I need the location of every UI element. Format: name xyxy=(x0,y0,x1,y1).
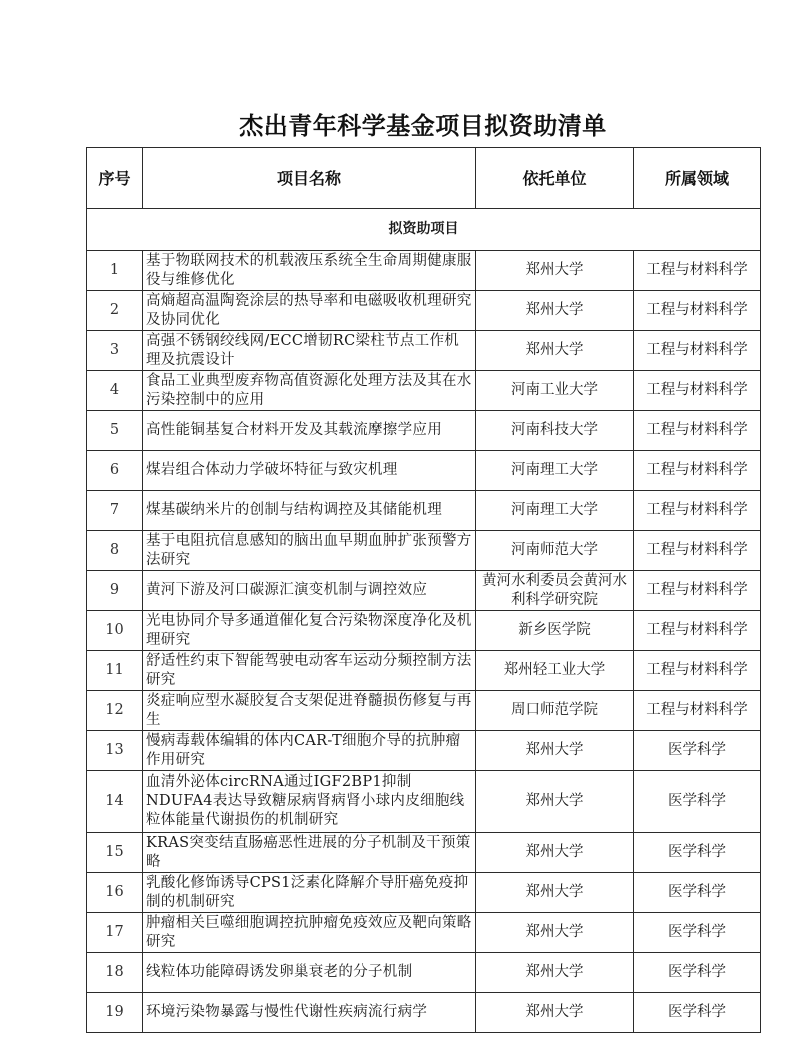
project-name: 高强不锈钢绞线网/ECC增韧RC梁柱节点工作机理及抗震设计 xyxy=(143,331,476,371)
row-number: 5 xyxy=(87,411,143,451)
host-unit: 新乡医学院 xyxy=(476,611,634,651)
row-number: 10 xyxy=(87,611,143,651)
research-field: 工程与材料科学 xyxy=(634,251,761,291)
row-number: 19 xyxy=(87,993,143,1033)
table-row xyxy=(87,651,761,691)
project-name: 乳酸化修饰诱导CPS1泛素化降解介导肝癌免疫抑制的机制研究 xyxy=(143,873,476,913)
host-unit: 河南理工大学 xyxy=(476,451,634,491)
row-number: 12 xyxy=(87,691,143,731)
research-field: 医学科学 xyxy=(634,873,761,913)
table-row xyxy=(87,291,761,331)
row-number: 6 xyxy=(87,451,143,491)
host-unit: 郑州大学 xyxy=(476,873,634,913)
row-number: 7 xyxy=(87,491,143,531)
research-field: 工程与材料科学 xyxy=(634,411,761,451)
table-row xyxy=(87,833,761,873)
project-name: 慢病毒载体编辑的体内CAR-T细胞介导的抗肿瘤作用研究 xyxy=(143,731,476,771)
row-number: 8 xyxy=(87,531,143,571)
section-row xyxy=(87,209,761,251)
table-row xyxy=(87,411,761,451)
host-unit: 郑州大学 xyxy=(476,833,634,873)
table-row xyxy=(87,571,761,611)
research-field: 工程与材料科学 xyxy=(634,451,761,491)
table-row xyxy=(87,731,761,771)
table-row xyxy=(87,331,761,371)
host-unit: 郑州大学 xyxy=(476,913,634,953)
table-row xyxy=(87,771,761,833)
host-unit: 郑州大学 xyxy=(476,953,634,993)
row-number: 9 xyxy=(87,571,143,611)
table-row xyxy=(87,691,761,731)
research-field: 医学科学 xyxy=(634,913,761,953)
research-field: 工程与材料科学 xyxy=(634,531,761,571)
row-number: 11 xyxy=(87,651,143,691)
row-number: 13 xyxy=(87,731,143,771)
table-row xyxy=(87,491,761,531)
project-name: 炎症响应型水凝胶复合支架促进脊髓损伤修复与再生 xyxy=(143,691,476,731)
host-unit: 周口师范学院 xyxy=(476,691,634,731)
row-number: 18 xyxy=(87,953,143,993)
row-number: 16 xyxy=(87,873,143,913)
table-row xyxy=(87,251,761,291)
project-name: 黄河下游及河口碳源汇演变机制与调控效应 xyxy=(143,571,476,611)
project-name: 高性能铜基复合材料开发及其载流摩擦学应用 xyxy=(143,411,476,451)
table-row xyxy=(87,371,761,411)
row-number: 15 xyxy=(87,833,143,873)
header-project-name: 项目名称 xyxy=(143,148,476,209)
row-number: 1 xyxy=(87,251,143,291)
research-field: 工程与材料科学 xyxy=(634,491,761,531)
host-unit: 河南理工大学 xyxy=(476,491,634,531)
row-number: 2 xyxy=(87,291,143,331)
row-number: 14 xyxy=(87,771,143,833)
host-unit: 郑州大学 xyxy=(476,291,634,331)
research-field: 医学科学 xyxy=(634,731,761,771)
research-field: 医学科学 xyxy=(634,993,761,1033)
host-unit: 黄河水利委员会黄河水利科学研究院 xyxy=(476,571,634,611)
table-row xyxy=(87,611,761,651)
header-no: 序号 xyxy=(87,148,143,209)
project-name: 食品工业典型废弃物高值资源化处理方法及其在水污染控制中的应用 xyxy=(143,371,476,411)
table-row xyxy=(87,953,761,993)
section-label: 拟资助项目 xyxy=(87,209,761,251)
project-name: 光电协同介导多通道催化复合污染物深度净化及机理研究 xyxy=(143,611,476,651)
row-number: 3 xyxy=(87,331,143,371)
host-unit: 河南工业大学 xyxy=(476,371,634,411)
table-row xyxy=(87,531,761,571)
project-name: 线粒体功能障碍诱发卵巢衰老的分子机制 xyxy=(143,953,476,993)
research-field: 工程与材料科学 xyxy=(634,691,761,731)
research-field: 工程与材料科学 xyxy=(634,331,761,371)
research-field: 工程与材料科学 xyxy=(634,571,761,611)
host-unit: 郑州大学 xyxy=(476,771,634,833)
host-unit: 郑州大学 xyxy=(476,731,634,771)
table-row xyxy=(87,993,761,1033)
row-number: 4 xyxy=(87,371,143,411)
host-unit: 河南师范大学 xyxy=(476,531,634,571)
research-field: 工程与材料科学 xyxy=(634,611,761,651)
header-field: 所属领域 xyxy=(634,148,761,209)
header-host-unit: 依托单位 xyxy=(476,148,634,209)
research-field: 医学科学 xyxy=(634,953,761,993)
row-number: 17 xyxy=(87,913,143,953)
project-name: 血清外泌体circRNA通过IGF2BP1抑制NDUFA4表达导致糖尿病肾病肾小球内皮细胞线粒体能量代谢损伤的机制研究 xyxy=(143,771,476,833)
table-row xyxy=(87,913,761,953)
host-unit: 郑州大学 xyxy=(476,331,634,371)
project-name: KRAS突变结直肠癌恶性进展的分子机制及干预策略 xyxy=(143,833,476,873)
host-unit: 河南科技大学 xyxy=(476,411,634,451)
project-name: 基于物联网技术的机载液压系统全生命周期健康服役与维修优化 xyxy=(143,251,476,291)
research-field: 医学科学 xyxy=(634,771,761,833)
table-row xyxy=(87,873,761,913)
research-field: 医学科学 xyxy=(634,833,761,873)
project-name: 煤基碳纳米片的创制与结构调控及其储能机理 xyxy=(143,491,476,531)
table-header-row xyxy=(87,148,761,209)
host-unit: 郑州轻工业大学 xyxy=(476,651,634,691)
funding-list-table xyxy=(86,147,761,1033)
project-name: 基于电阻抗信息感知的脑出血早期血肿扩张预警方法研究 xyxy=(143,531,476,571)
research-field: 工程与材料科学 xyxy=(634,371,761,411)
host-unit: 郑州大学 xyxy=(476,993,634,1033)
project-name: 肿瘤相关巨噬细胞调控抗肿瘤免疫效应及靶向策略研究 xyxy=(143,913,476,953)
document-title: 杰出青年科学基金项目拟资助清单 xyxy=(239,112,607,140)
research-field: 工程与材料科学 xyxy=(634,651,761,691)
project-name: 舒适性约束下智能驾驶电动客车运动分频控制方法研究 xyxy=(143,651,476,691)
research-field: 工程与材料科学 xyxy=(634,291,761,331)
project-name: 煤岩组合体动力学破坏特征与致灾机理 xyxy=(143,451,476,491)
table-row xyxy=(87,451,761,491)
project-name: 高熵超高温陶瓷涂层的热导率和电磁吸收机理研究及协同优化 xyxy=(143,291,476,331)
host-unit: 郑州大学 xyxy=(476,251,634,291)
project-name: 环境污染物暴露与慢性代谢性疾病流行病学 xyxy=(143,993,476,1033)
